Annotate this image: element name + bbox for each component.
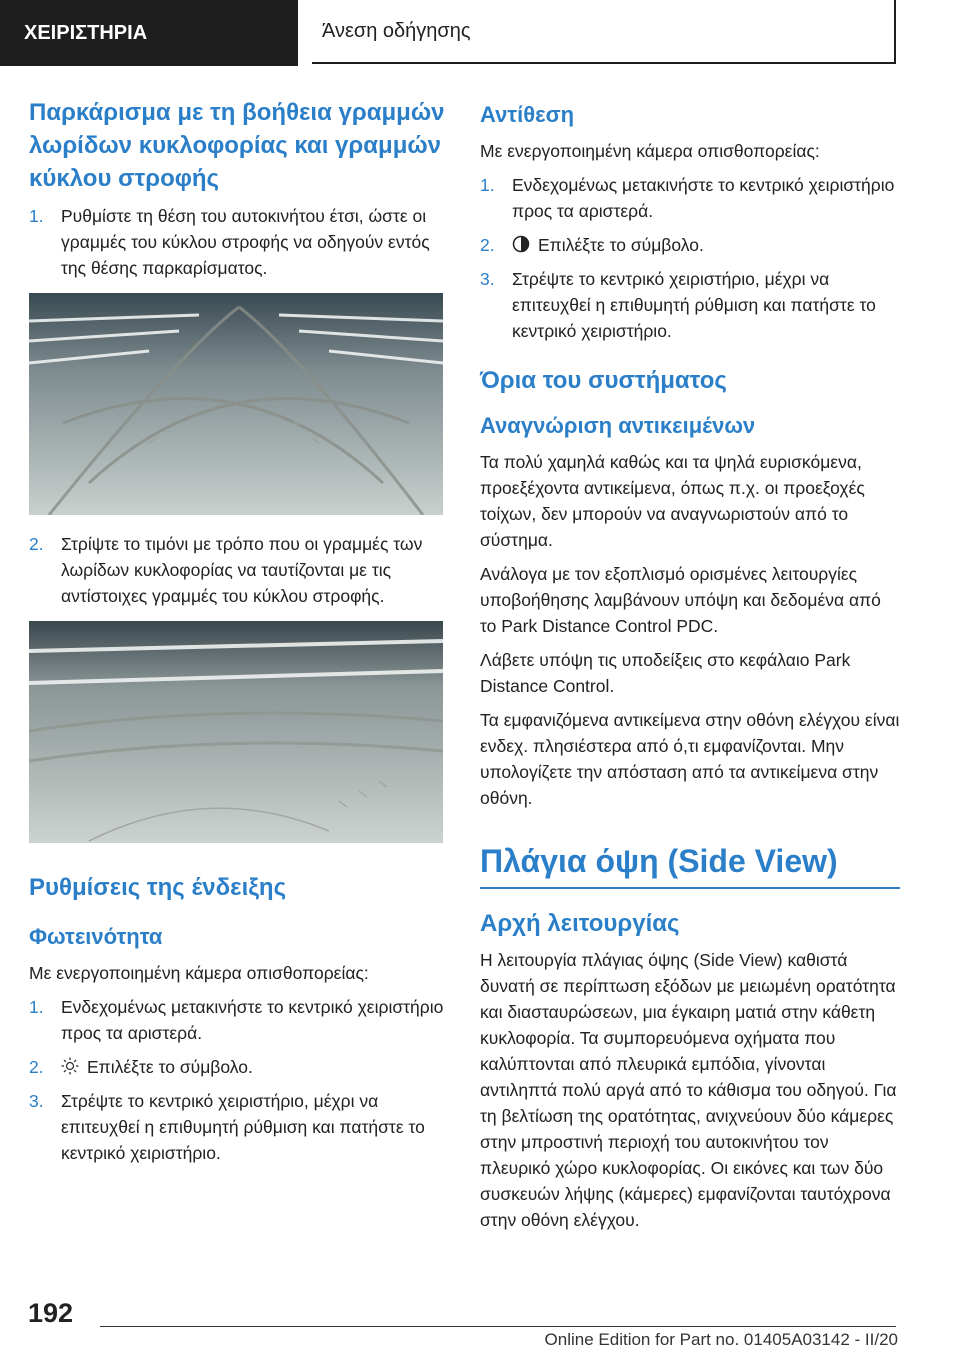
subheading-brightness: Φωτεινότητα	[29, 924, 163, 949]
limits-paragraph: Ανάλογα με τον εξοπλισμό ορισμένες λειτουργίες υποβοήθησης λαμβάνουν υπόψη και δεδομένα από το Park Distance Control PDC.	[480, 564, 881, 636]
brightness-intro: Με ενεργοποιημένη κάμερα οπισθοπορείας:	[29, 963, 369, 983]
step-text: Στρέψτε το κεντρικό χειριστήριο, μέχρι να επιτευχθεί η επιθυμητή ρύθμιση και πατήστε το κεντρικό χειριστήριο.	[61, 1091, 425, 1163]
step-text: Επιλέξτε το σύμβολο.	[87, 1057, 253, 1077]
right-column	[480, 96, 900, 1241]
step-text: Ρυθμίστε τη θέση του αυτοκινήτου έτσι, ώστε οι γραμμές του κύκλου στροφής να οδηγούν εντός της θέσης παρκαρίσματος.	[61, 206, 430, 278]
camera-image-lane-lines	[29, 621, 443, 843]
limits-paragraph: Τα πολύ χαμηλά καθώς και τα ψηλά ευρισκόμενα, προεξέχοντα αντικείμενα, όπως π.χ. οι προεξοχές τοίχων, δεν μπορούν να αναγνωριστούν από το σύστημα.	[480, 452, 865, 550]
list-item	[480, 172, 900, 224]
contrast-intro: Με ενεργοποιημένη κάμερα οπισθοπορείας:	[480, 141, 820, 161]
left-column	[29, 96, 449, 1174]
step-text: Επιλέξτε το σύμβολο.	[538, 235, 704, 255]
chapter-title: Άνεση οδήγησης	[312, 0, 896, 64]
footer-divider	[100, 1326, 896, 1327]
page-number: 192	[28, 1298, 74, 1328]
subheading-object-recognition: Αναγνώριση αντικειμένων	[480, 413, 756, 438]
list-item	[29, 1088, 449, 1166]
brightness-steps	[29, 994, 449, 1166]
step-number: 2.	[29, 534, 44, 554]
page-header	[0, 0, 960, 66]
step-number: 1.	[29, 206, 44, 226]
section-title: ΧΕΙΡΙΣΤΗΡΙΑ	[0, 0, 298, 66]
camera-image-turning-circle	[29, 293, 443, 515]
subheading-contrast: Αντίθεση	[480, 102, 575, 127]
list-item	[480, 266, 900, 344]
contrast-icon	[512, 235, 530, 253]
parking-steps-1	[29, 203, 449, 281]
step-text: Ενδεχομένως μετακινήστε το κεντρικό χειριστήριο προς τα αριστερά.	[512, 175, 895, 221]
subheading-principle: Αρχή λειτουργίας	[480, 910, 680, 937]
principle-text: Η λειτουργία πλάγιας όψης (Side View) καθιστά δυνατή σε περίπτωση εξόδων με μειωμένη ορατότητα και διασταυρώσεων, μια έγκαιρη ματιά στην κάθετη κυκλοφορία. Τα συμπορευόμενα οχήματα που καλύπτονται από πλευρικά εμπόδια, γίνονται αντιληπτά πολύ αργά από το κάθισμα του οδηγού. Για τη βελτίωση της ορατότητας, ανιχνεύουν δύο κάμερες στην μπροστινή περιοχή του αυτοκινήτου τον πλευρικό χώρο κυκλοφορίας. Οι εικόνες και των δύο συσκευών λήψης (κάμερες) εμφανίζονται ταυτόχρονα στην οθόνη ελέγχου.	[480, 950, 897, 1230]
list-item	[29, 531, 449, 609]
heading-display-settings: Ρυθμίσεις της ένδειξης	[29, 874, 287, 901]
heading-system-limits: Όρια του συστήματος	[480, 367, 727, 394]
step-number: 3.	[480, 269, 495, 289]
limits-paragraph: Λάβετε υπόψη τις υποδείξεις στο κεφάλαιο Park Distance Control.	[480, 650, 851, 696]
heading-side-view: Πλάγια όψη (Side View)	[480, 839, 900, 889]
parking-steps-2	[29, 531, 449, 609]
step-number: 1.	[480, 175, 495, 195]
edition-note: Online Edition for Part no. 01405A03142 - II/20	[544, 1330, 898, 1349]
step-number: 2.	[29, 1057, 44, 1077]
step-text: Στρίψτε το τιμόνι με τρόπο που οι γραμμές των λωρίδων κυκλοφορίας να ταυτίζονται με τις αντίστοιχες γραμμές του κύκλου στροφής.	[61, 534, 423, 606]
step-number: 2.	[480, 235, 495, 255]
contrast-steps	[480, 172, 900, 344]
brightness-sun-icon	[61, 1057, 79, 1075]
heading-parking: Παρκάρισμα με τη βοήθεια γραμμών λωρίδων κυκλοφορίας και γραμμών κύκλου στροφής	[29, 99, 445, 192]
limits-paragraph: Τα εμφανιζόμενα αντικείμενα στην οθόνη ελέγχου είναι ενδεχ. πλησιέστερα από ό,τι εμφανίζονται. Μην υπολογίζετε την απόσταση από τα αντικείμενα στην οθόνη.	[480, 710, 900, 808]
step-number: 1.	[29, 997, 44, 1017]
list-item	[29, 203, 449, 281]
step-text: Στρέψτε το κεντρικό χειριστήριο, μέχρι να επιτευχθεί η επιθυμητή ρύθμιση και πατήστε το κεντρικό χειριστήριο.	[512, 269, 876, 341]
list-item	[480, 232, 900, 258]
list-item	[29, 994, 449, 1046]
list-item	[29, 1054, 449, 1080]
step-number: 3.	[29, 1091, 44, 1111]
step-text: Ενδεχομένως μετακινήστε το κεντρικό χειριστήριο προς τα αριστερά.	[61, 997, 444, 1043]
page-footer	[0, 1290, 960, 1362]
